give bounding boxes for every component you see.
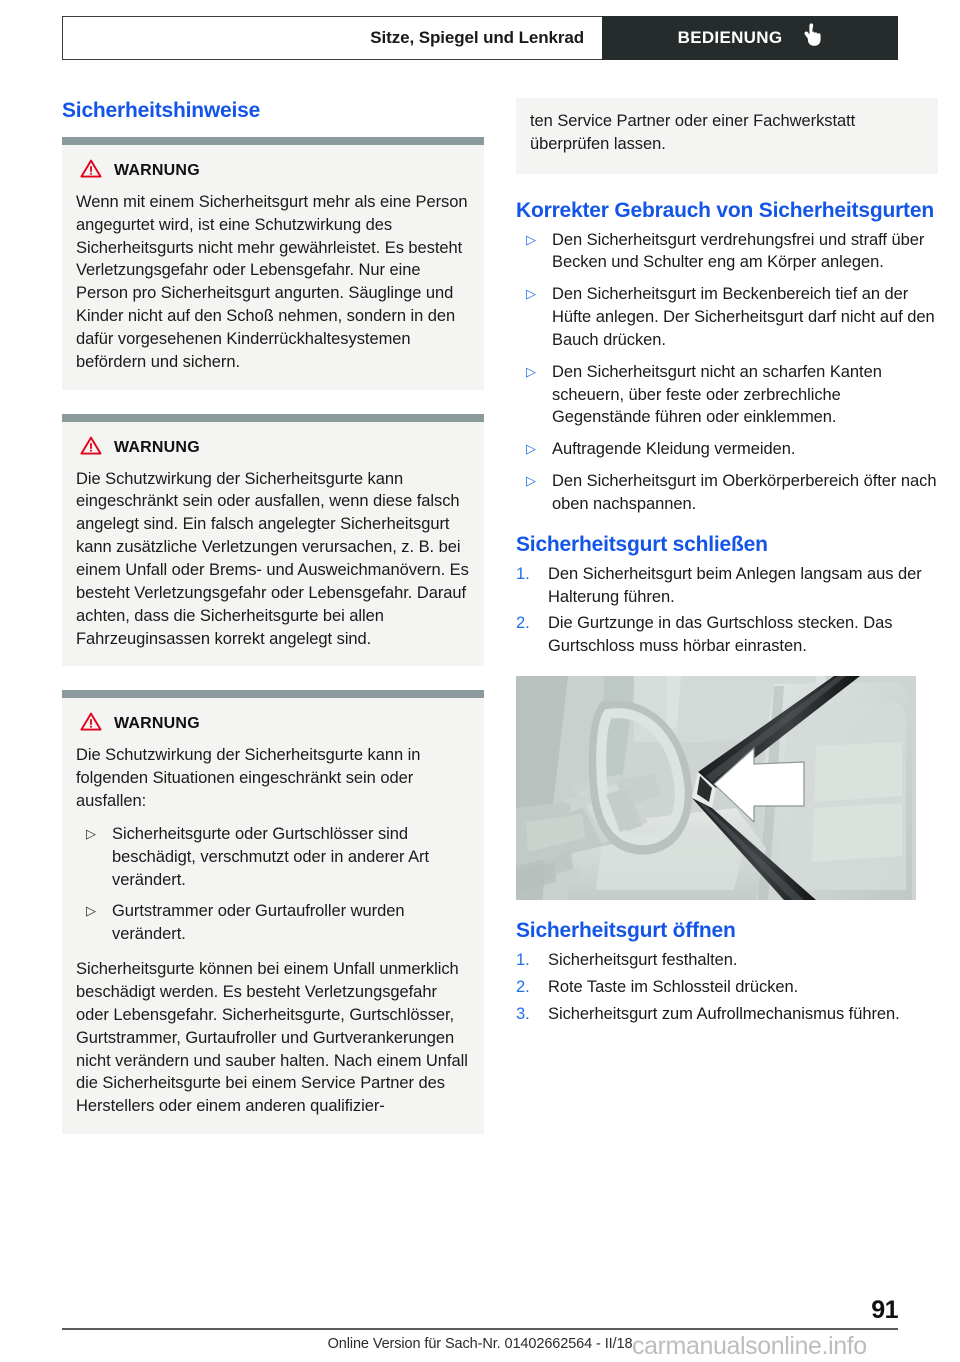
warning-box-2 bbox=[62, 414, 484, 667]
step-number: 1. bbox=[516, 564, 530, 583]
warning-label: WARNUNG bbox=[114, 438, 200, 456]
list-item-text: Sicherheitsgurt festhalten. bbox=[548, 950, 738, 969]
warning-box-continued bbox=[516, 98, 938, 174]
heading-sicherheitsgurt-oeffnen: Sicherheitsgurt öffnen bbox=[516, 919, 736, 943]
list-item bbox=[516, 438, 938, 461]
page-header bbox=[62, 16, 898, 60]
warning-triangle-icon bbox=[80, 436, 102, 460]
step-number: 2. bbox=[516, 614, 530, 633]
list-item-text: Den Sicherheitsgurt beim Anlegen langsam aus der Halterung führen. bbox=[548, 564, 922, 606]
warning-continued-text: ten Service Partner oder einer Fachwerkstatt überprüfen lassen. bbox=[530, 112, 856, 153]
list-item bbox=[516, 361, 938, 430]
korrekter-gebrauch-list bbox=[516, 229, 938, 516]
warning-header bbox=[76, 159, 470, 183]
online-version-notice: Online Version für Sach-Nr. 01402662564 - II/18 bbox=[327, 1336, 633, 1352]
warning-box-continued-body bbox=[516, 98, 938, 174]
warning-intro-text: Die Schutzwirkung der Sicherheitsgurte kann in folgenden Situationen eingeschränkt sein oder ausfallen: bbox=[76, 746, 421, 811]
step-number: 2. bbox=[516, 977, 530, 996]
bullet-marker-icon: ▷ bbox=[86, 825, 96, 841]
list-item-text: Den Sicherheitsgurt im Beckenbereich tief an der Hüfte anlegen. Der Sicherheitsgurt darf nicht auf den Bauch drücken. bbox=[552, 285, 935, 349]
car-interior-seatbelt-illustration bbox=[516, 676, 916, 900]
left-column bbox=[62, 98, 484, 1158]
warning-text: Wenn mit einem Sicherheitsgurt mehr als eine Person angegurtet wird, ist eine Schutzwirkung des Sicherheitsgurts nicht mehr gewährleistet. Es besteht Verletzungsgefahr oder Lebensgefahr. Nur eine Person pro Sicherheitsgurt angurten. Säuglinge und Kinder nicht auf den Schoß nehmen, sondern in den dafür vorgesehenen Kinderrückhaltesystemen befördern und sichern. bbox=[76, 192, 468, 371]
warning-header bbox=[76, 712, 470, 736]
step-number: 1. bbox=[516, 950, 530, 969]
warning-bullet-list bbox=[76, 823, 470, 946]
warning-label: WARNUNG bbox=[114, 161, 200, 179]
list-item-text: Den Sicherheitsgurt im Oberkörperbereich öfter nach oben nachspannen. bbox=[552, 472, 937, 513]
warning-box-1 bbox=[62, 137, 484, 390]
list-item-text: Rote Taste im Schlossteil drücken. bbox=[548, 977, 799, 996]
list-item bbox=[516, 612, 938, 658]
warning-triangle-icon bbox=[80, 159, 102, 183]
list-item bbox=[516, 470, 938, 516]
list-item bbox=[516, 976, 938, 999]
site-watermark: carmanualsonline.info bbox=[632, 1332, 867, 1360]
heading-korrekter-gebrauch: Korrekter Gebrauch von Sicherheitsgurten bbox=[516, 198, 934, 222]
list-item-text: Sicherheitsgurt zum Aufrollmechanismus führen. bbox=[548, 1004, 900, 1023]
list-item bbox=[516, 283, 938, 352]
list-item-text: Die Gurtzunge in das Gurtschloss stecken. Das Gurtschloss muss hörbar einrasten. bbox=[548, 614, 893, 656]
warning-label: WARNUNG bbox=[114, 715, 200, 733]
heading-sicherheitsgurt-schliessen: Sicherheitsgurt schließen bbox=[516, 532, 768, 556]
warning-divider-bar bbox=[62, 414, 484, 422]
page-title: Sicherheitshinweise bbox=[62, 99, 261, 122]
schliessen-step-list bbox=[516, 563, 938, 658]
warning-box-1-body bbox=[62, 145, 484, 390]
section-tab-bedienung bbox=[602, 16, 898, 60]
warning-divider-bar bbox=[62, 690, 484, 698]
list-item-text: Auftragende Kleidung vermeiden. bbox=[552, 440, 796, 459]
list-item bbox=[516, 229, 938, 275]
list-item-text: Den Sicherheitsgurt verdrehungsfrei und straff über Becken und Schulter eng am Körper anlegen. bbox=[552, 230, 925, 272]
warning-outro-text: Sicherheitsgurte können bei einem Unfall unmerklich beschädigt werden. Es besteht Verletzungsgefahr oder Lebensgefahr. Sicherheitsgurte, Gurtschlösser, Gurtstrammer, Gurtaufroller und Gurtverankerungen nicht verändern und sauber halten. Nach einem Unfall die Sicherheitsgurte bei einem Service Partner des Herstellers oder einem anderen qualifizier- bbox=[76, 960, 468, 1116]
section-tab-label: BEDIENUNG bbox=[677, 28, 783, 47]
bullet-marker-icon: ▷ bbox=[526, 473, 536, 489]
warning-divider-bar bbox=[62, 137, 484, 145]
warning-triangle-icon bbox=[80, 712, 102, 736]
footer-divider bbox=[62, 1328, 898, 1330]
bullet-marker-icon: ▷ bbox=[526, 286, 536, 302]
list-item bbox=[516, 563, 938, 609]
bullet-marker-icon: ▷ bbox=[86, 903, 96, 919]
warning-box-2-body bbox=[62, 422, 484, 667]
warning-text: Die Schutzwirkung der Sicherheitsgurte kann eingeschränkt sein oder ausfallen, wenn diese falsch angelegt sind. Ein falsch angelegter Sicherheitsgurt kann zusätzliche Verletzungen verursachen, z. B. bei einem Unfall oder Brems- und Ausweichmanövern. Es besteht Verletzungsgefahr oder Lebensgefahr. Darauf achten, dass die Sicherheitsgurte bei allen Fahrzeuginsassen korrekt angelegt sind. bbox=[76, 469, 469, 648]
breadcrumb-label: Sitze, Spiegel und Lenkrad bbox=[370, 28, 584, 47]
breadcrumb bbox=[62, 16, 602, 60]
list-item bbox=[76, 900, 470, 946]
warning-box-3-body bbox=[62, 698, 484, 1134]
list-item bbox=[516, 1003, 938, 1026]
right-column bbox=[516, 98, 938, 1026]
bullet-marker-icon: ▷ bbox=[526, 231, 536, 247]
bullet-marker-icon: ▷ bbox=[526, 441, 536, 457]
list-item bbox=[516, 949, 938, 972]
list-item bbox=[76, 823, 470, 892]
list-item-text: Den Sicherheitsgurt nicht an scharfen Kanten scheuern, über feste oder zerbrechliche Gegenstände führen oder einklemmen. bbox=[552, 362, 882, 427]
bullet-marker-icon: ▷ bbox=[526, 363, 536, 379]
oeffnen-step-list bbox=[516, 949, 938, 1026]
list-item-text: Gurtstrammer oder Gurtaufroller wurden verändert. bbox=[112, 902, 405, 944]
warning-box-3 bbox=[62, 690, 484, 1134]
warning-header bbox=[76, 436, 470, 460]
step-number: 3. bbox=[516, 1004, 530, 1023]
page-number: 91 bbox=[871, 1296, 898, 1324]
pointing-hand-icon bbox=[800, 23, 822, 54]
list-item-text: Sicherheitsgurte oder Gurtschlösser sind beschädigt, verschmutzt oder in anderer Art verändert. bbox=[112, 824, 430, 889]
